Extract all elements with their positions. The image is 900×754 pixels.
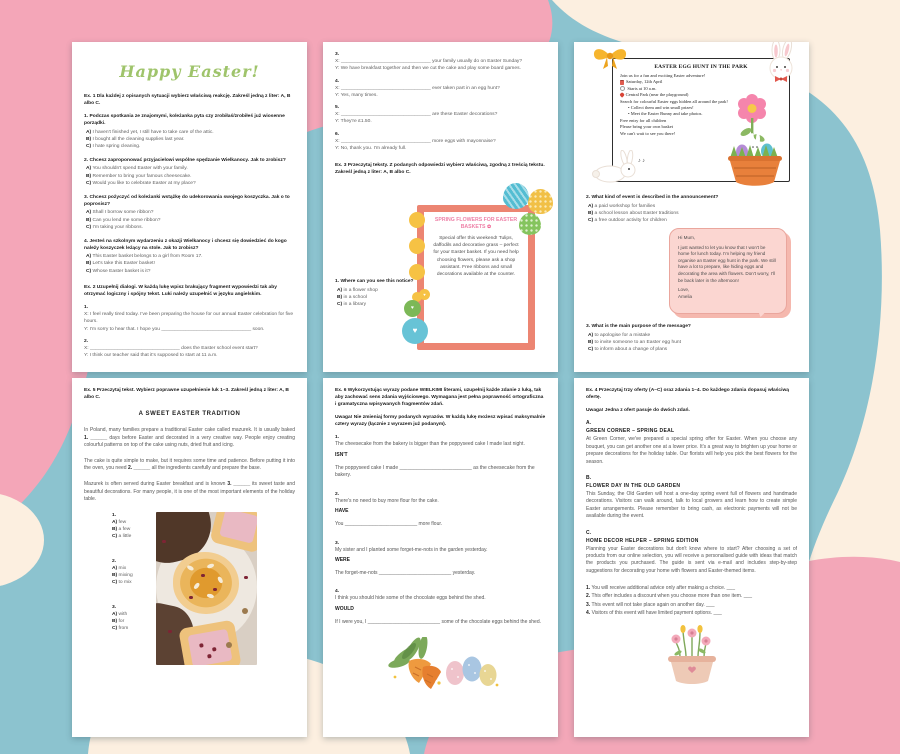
question-block xyxy=(586,194,794,224)
offer-body: At Green Corner, we've prepared a special spring offer for Easter. When you choose any bouquet, you can get another one at a lower price. It's a great way to brighten up your home or prepare decorations for the holiday table. Our florists will help you pick the best flowers for the season. xyxy=(586,436,797,465)
option: A) This Easter basket belongs to a girl from Room 17. xyxy=(86,254,203,260)
offer-c xyxy=(586,530,797,576)
gapped-sentence: The forget-me-nots __________________________ yesterday. xyxy=(335,569,476,576)
dialog-line-x: X: _________________________________ are these Easter decorations? xyxy=(335,112,498,118)
dialog-line-y: Y: I'm sorry to hear that. I hope you _________________________________ soon. xyxy=(84,326,265,332)
option: B) a few xyxy=(112,527,131,533)
option: B) a school lesson about Easter traditions xyxy=(588,210,679,216)
offer-body: Planning your Easter decorations but don't know where to start? After choosing a set of products from our online selection, you will receive a personalised guide with ideas that match the products you purchased. The guide is sent via e-mail and includes step-by-step suggestions for decorating your home with flowers and Easter-themed items. xyxy=(586,545,797,574)
dialog-number: 1. xyxy=(84,305,89,311)
paragraph: Mazurek is often served during Easter breakfast and is known 3. ______ its sweet taste and beautiful decorations. For many people, it is one of the most important elements of the holiday table. xyxy=(84,480,295,503)
easter-egg-icon xyxy=(503,183,529,209)
gapped-sentence: If I were you, I __________________________ some of the chocolate eggs behind the shed. xyxy=(335,618,541,625)
calendar-icon xyxy=(620,80,624,85)
source-sentence: My sister and I planted some forget-me-nots in the garden yesterday. xyxy=(335,546,488,553)
offer-letter: A. xyxy=(586,420,591,427)
easter-egg-icon xyxy=(519,213,541,235)
statements xyxy=(586,584,797,617)
dialog-number: 6. xyxy=(335,131,340,137)
question-text: 3. What is the main purpose of the message? xyxy=(586,324,691,329)
question-text: 2. Chcesz zaproponować przyjacielowi wspólne spędzanie Wielkanocy. Jak to zrobisz? xyxy=(84,157,286,163)
worksheet-page-6 xyxy=(574,378,809,737)
announcement-date: Saturday, 12th April xyxy=(620,79,734,85)
option: C) in a library xyxy=(337,302,367,308)
exercise-4-header: Ex. 4 Przeczytaj trzy oferty (A–C) oraz zdania 1–4. Do każdego zdania dopasuj właściwą ofertę. xyxy=(586,388,790,401)
dialog-block xyxy=(335,78,546,100)
option: C) I hate spring cleaning. xyxy=(86,144,141,150)
option: B) in a school xyxy=(337,294,367,300)
option: A) a paid workshop for families xyxy=(588,203,656,209)
dialog-block xyxy=(84,304,295,333)
option: B) Let's take this Easter basket! xyxy=(86,261,155,267)
message-line: Hi Mum, xyxy=(678,235,696,240)
gap-options: 1. A) few B) a few C) a little xyxy=(112,512,156,541)
page-title: Happy Easter! xyxy=(119,62,260,81)
question-text: 1. Podczas spotkania ze znajomymi, koleżanka pyta czy zrobiłaś/zrobiłeś już wiosenne porządki. xyxy=(84,114,285,126)
option: B) mixing xyxy=(112,572,133,578)
announcement-line: Free entry for all children xyxy=(620,117,667,123)
question-text: 3. Chcesz pożyczyć od koleżanki wstążkę do udekorowania swojego koszyczka. Jak o to poprosisz? xyxy=(84,194,290,207)
question-block xyxy=(84,113,295,150)
option: C) a little xyxy=(112,534,132,540)
worksheet-page-4 xyxy=(72,378,307,737)
statement: 4. Visitors of this event will have limited payment options. ___ xyxy=(586,609,722,616)
option: B) Remember to bring your famous cheesecake. xyxy=(86,173,192,179)
statement: 3. This event will not take place again on another day. ___ xyxy=(586,601,715,608)
offer-letter: C. xyxy=(586,529,591,536)
option: C) Would you like to celebrate Easter at my place? xyxy=(86,180,196,186)
option: A) You shouldn't spend Easter with your family. xyxy=(86,166,188,172)
option: C) from xyxy=(112,626,129,632)
photo-shape xyxy=(244,576,248,580)
statement: 1. You will receive additional advice only after making a choice. ___ xyxy=(586,585,735,592)
offer-title: FLOWER DAY IN THE OLD GARDEN xyxy=(586,482,681,489)
dialog-line-y: Y: No, thank you. I'm already full. xyxy=(335,146,407,152)
gapped-sentence: The poppyseed cake I made __________________________ as the cheesecake from the bakery. xyxy=(335,464,535,479)
announcement-line: Search for colourful Easter eggs hidden all around the park! xyxy=(620,98,728,104)
yellow-dot-decoration xyxy=(409,238,425,254)
dialog-block xyxy=(335,51,546,73)
option: C) a free outdoor activity for children xyxy=(588,218,667,224)
offer-b xyxy=(586,475,797,521)
carrots-and-eggs-illustration xyxy=(379,637,503,695)
worksheet-page-5 xyxy=(323,378,558,737)
offer-title: HOME DECOR HELPER – SPRING EDITION xyxy=(586,537,699,544)
heart-icon: ♥ xyxy=(423,291,426,297)
message-body: I just wanted to let you know that I won't be home for lunch today. I'm helping my friend organise an Easter egg hunt in the park. We still have a lot to prepare, like hiding eggs and decorating the area with flowers. Don't worry, I'll be back later in the afternoon! xyxy=(678,244,776,283)
transformation-item: 4. I think you should hide some of the chocolate eggs behind the shed. WOULD If I were you, I __________________________ some of the chocolate eggs behind the shed. xyxy=(335,588,546,626)
offer-title: GREEN CORNER – SPRING DEAL xyxy=(586,428,675,435)
option: C) I'm taking your ribbons. xyxy=(86,224,143,230)
option: A) with xyxy=(112,611,128,617)
announcement-title: EASTER EGG HUNT IN THE PARK xyxy=(654,64,748,70)
announcement-line: Join us for a fun and exciting Easter adventure! xyxy=(620,73,706,78)
flower-pot-illustration xyxy=(650,623,734,685)
option: A) few xyxy=(112,519,127,525)
bullet-icon: • xyxy=(628,105,630,111)
source-sentence: I think you should hide some of the chocolate eggs behind the shed. xyxy=(335,595,486,602)
notice-title: SPRING FLOWERS FOR EASTER BASKETS ✿ xyxy=(434,217,518,230)
worksheet-page-1 xyxy=(72,42,307,372)
chick-icon xyxy=(419,289,430,300)
question-block xyxy=(586,323,794,353)
option: B) for xyxy=(112,618,125,624)
announcement-line: Please bring your own basket xyxy=(620,124,673,130)
key-word: WOULD xyxy=(335,605,354,612)
notice-body: Special offer this weekend! Tulips, daffodils and decorative grass – perfect for your Easter basket. If you need help choosing flowers, please ask a shop assistant. Free ribbons and small decorations available at the counter. xyxy=(433,236,519,278)
announcement-line: We can't wait to see you there! xyxy=(620,130,676,136)
flower-icon: ✿ xyxy=(486,224,492,230)
worksheet-page-3 xyxy=(574,42,809,372)
photo-shape xyxy=(162,540,166,544)
pin-icon xyxy=(619,93,624,98)
exercise-4-note: Uwaga! Jedna z ofert pasuje do dwóch zdań. xyxy=(586,408,690,414)
dialog-line-x: X: I feel really tired today. I've been preparing the house for our annual Easter celebration for five hours. xyxy=(84,312,294,325)
option: C) to mix xyxy=(112,580,132,586)
offer-body: This Sunday, the Old Garden will host a one-day spring event full of flowers and handmade decorations. Visitors can walk around, talk to local growers and learn how to create simple Easter arrangements. Please remember to bring cash, as electronic payments will not be available during the event. xyxy=(586,490,797,520)
bunny-icon xyxy=(760,42,804,92)
question-block xyxy=(84,194,295,231)
bow-icon xyxy=(590,44,630,72)
option: B) to invite someone to an Easter egg hunt xyxy=(588,339,681,345)
source-sentence: The cheesecake from the bakery is bigger than the poppyseed cake I made last night. xyxy=(335,441,525,448)
paragraph: In Poland, many families prepare a traditional Easter cake called mazurek. It is usually baked 1. ______ days before Easter and decorated in a very creative way. People enjoy creating colourful patterns on top of the cake using nuts, dried fruit and icing. xyxy=(84,427,295,449)
option: A) mix xyxy=(112,565,127,571)
message-line: Love, xyxy=(678,287,690,293)
announcement-bullet: • Collect them and win small prizes! xyxy=(628,105,694,111)
chick-icon xyxy=(402,318,428,344)
announcement-time: Starts at 10 a.m. xyxy=(620,86,734,92)
key-word: ISN'T xyxy=(335,451,348,458)
dialog-number: 5. xyxy=(335,105,340,111)
exercise-1-header: Ex. 1 Dla każdej z opisanych sytuacji wybierz właściwą reakcję. Zakreśl jedną z liter: A, B albo C. xyxy=(84,94,291,106)
photo-shape xyxy=(226,642,232,648)
question-text: 1. Where can you see this notice? xyxy=(335,279,414,284)
worksheet-page-2 xyxy=(323,42,558,372)
photo-shape xyxy=(168,630,172,634)
dialog-number: 3. xyxy=(335,52,340,57)
reading-title: A SWEET EASTER TRADITION xyxy=(138,411,241,417)
photo-shape xyxy=(242,608,248,614)
option: A) in a flower shop xyxy=(337,287,378,293)
gap-options-column xyxy=(84,512,156,665)
exercise-6-header: Ex. 6 Wykorzystując wyrazy podane WIELKIMI literami, uzupełnij każde zdanie z luką, tak aby zachować sens zdania wyjściowego. Wymagana jest pełna poprawność ortograficzna i gramatyczna wpisywanych fragmentów zdań. xyxy=(335,388,544,408)
exercise-5-header: Ex. 5 Przeczytaj tekst. Wybierz poprawne uzupełnienie luk 1–3. Zakreśl jedną z liter: A, B albo C. xyxy=(84,388,289,400)
bullet-icon: • xyxy=(628,111,630,117)
dialog-block xyxy=(335,131,546,153)
paragraph: The cake is quite simple to make, but it requires some time and patience. Before putting it into the oven, you need 2. ______ all the ingredients carefully and prepare the base. xyxy=(84,457,295,472)
exercise-6-note: Uwaga! Nie zmieniaj formy podanych wyrazów. W każdą lukę możesz wpisać maksymalnie cztery wyrazy (łącznie z wyrazem już podanym). xyxy=(335,415,546,428)
key-word: WERE xyxy=(335,556,350,563)
gap-options: 3. A) with B) for C) from xyxy=(112,604,156,633)
dialog-line-x: X: _________________________________ your family usually do on Easter Sunday? xyxy=(335,59,523,64)
clock-icon xyxy=(620,86,625,91)
dialog-line-x: X: _________________________________ ever taken part in an egg hunt? xyxy=(335,85,500,91)
offer-letter: B. xyxy=(586,474,591,481)
dialog-line-x: X: _________________________________ does the Easter school event start? xyxy=(84,345,258,351)
question-block xyxy=(335,278,415,308)
statement: 2. This offer includes a discount when you choose more than one item. ___ xyxy=(586,593,753,600)
music-notes-icon: ♪ ♪ xyxy=(638,158,646,164)
dialog-block xyxy=(335,104,546,126)
announcement-place: Central Park (near the playground) xyxy=(620,92,734,98)
announcement-bullet: • Meet the Easter Bunny and take photos. xyxy=(628,111,703,117)
source-sentence: There's no need to buy more flour for the cake. xyxy=(335,497,439,504)
dialog-line-x: X: _________________________________ more eggs with mayonnaise? xyxy=(335,138,496,144)
message-signature: Amelia xyxy=(678,293,693,299)
key-word: HAVE xyxy=(335,508,349,515)
option: B) Can you lend me some ribbon? xyxy=(86,217,161,223)
gap-options: 2. A) mix B) mixing C) to mix xyxy=(112,558,156,587)
spring-flowers-notice xyxy=(417,205,535,350)
question-block xyxy=(84,157,295,187)
dialog-line-y: Y: They're £1.50. xyxy=(335,119,372,125)
exercise-2-header: Ex. 2 Uzupełnij dialogi. W każdą lukę wpisz brakujący fragment wypowiedzi tak aby otrzymać logiczny i spójny tekst. Luki należy uzupełnić w języku angielskim. xyxy=(84,285,277,298)
question-text: 2. What kind of event is described in the announcement? xyxy=(586,195,719,200)
option: B) I bought all the cleaning supplies last year. xyxy=(86,136,185,142)
mazurek-photo xyxy=(156,512,257,665)
transformation-item: 3. My sister and I planted some forget-me-nots in the garden yesterday. WERE The forget-me-nots __________________________ yesterday. xyxy=(335,540,546,578)
option: A) I haven't finished yet, I still have to take care of the attic. xyxy=(86,129,214,135)
offer-a xyxy=(586,420,797,466)
dialog-line-y: Y: I think our teacher said that it's supposed to start at 11 a.m. xyxy=(84,353,218,359)
transformation-item: 2. There's no need to buy more flour for the cake. HAVE You __________________________ more flour. xyxy=(335,491,546,529)
dialog-number: 2. xyxy=(84,338,89,344)
flower-basket-icon xyxy=(722,94,788,194)
exercise-3-header: Ex. 3 Przeczytaj teksty. Z podanych odpowiedzi wybierz właściwą, zgodną z treścią tekstu. Zakreśl jedną z liter: A, B albo C. xyxy=(335,163,545,176)
transformation-item: 1. The cheesecake from the bakery is bigger than the poppyseed cake I made last night. ISN'T The poppyseed cake I made __________________________ as the cheesecake from the bakery. xyxy=(335,434,546,479)
option: A) to apologise for a mistake xyxy=(588,332,651,338)
option: C) to inform about a change of plans xyxy=(588,347,668,353)
question-text: 4. Jesteś na szkolnym wydarzeniu z okazji Wielkanocy i chcesz się dowiedzieć do kogo należy koszyczek leżący na stole. Jak to zrobisz? xyxy=(84,238,287,251)
option: A) Shall I borrow some ribbon? xyxy=(86,210,154,216)
heart-icon: ♥ xyxy=(411,305,414,311)
option: C) Whose Easter basket is it? xyxy=(86,268,151,274)
question-block xyxy=(84,238,295,275)
easter-egg-icon xyxy=(528,189,553,214)
message-speech-bubble xyxy=(669,228,787,314)
dialog-block xyxy=(84,338,295,360)
dialog-line-y: Y: Yes, many times. xyxy=(335,92,378,98)
gapped-sentence: You __________________________ more flour. xyxy=(335,521,443,528)
dialog-number: 4. xyxy=(335,78,340,84)
yellow-dot-decoration xyxy=(409,212,425,228)
bunny-icon xyxy=(588,150,640,184)
heart-icon: ♥ xyxy=(412,326,418,335)
photo-shape xyxy=(173,552,239,614)
dialog-line-y: Y: We have breakfast together and then we cut the cake and play some board games. xyxy=(335,66,521,72)
